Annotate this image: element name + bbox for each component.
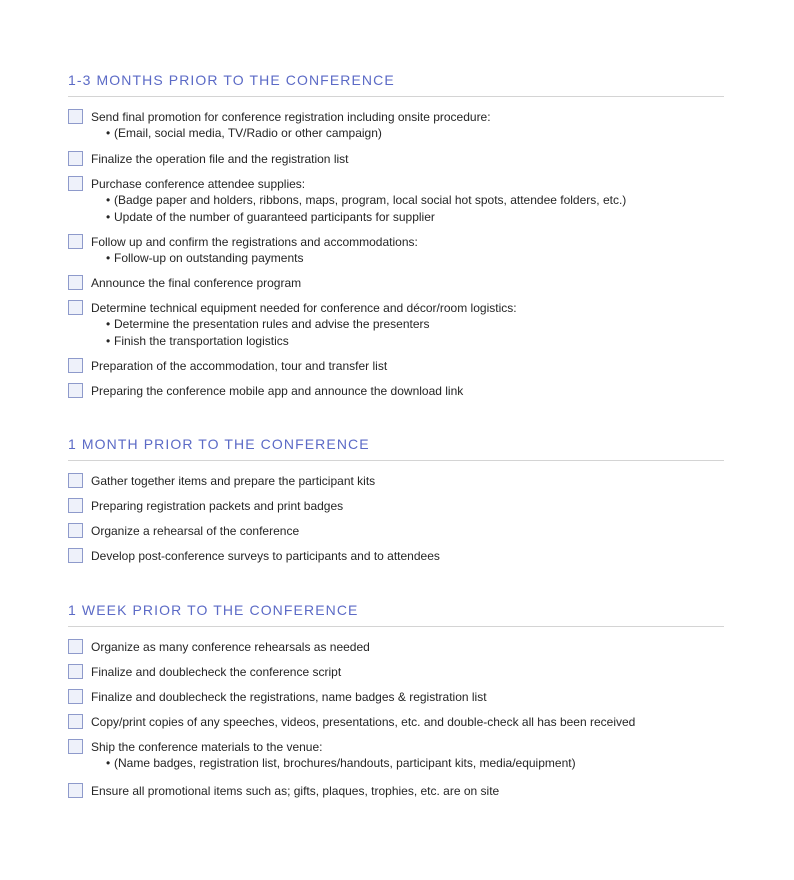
checkbox[interactable] [68,548,83,563]
item-label: Preparation of the accommodation, tour and transfer list [91,359,388,373]
checkbox[interactable] [68,234,83,249]
bullet-item: • Follow-up on outstanding payments [106,251,304,265]
checkbox[interactable] [68,639,83,654]
checkbox[interactable] [68,383,83,398]
bullet-item: • (Name badges, registration list, brochures/handouts, participant kits, media/equipment) [106,756,576,770]
item-label: Follow up and confirm the registrations and accommodations: [91,235,418,249]
bullet-glyph: • [106,209,111,224]
section-title: 1-3 MONTHS PRIOR TO THE CONFERENCE [68,72,724,97]
section-title: 1 WEEK PRIOR TO THE CONFERENCE [68,602,724,627]
checkbox[interactable] [68,739,83,754]
item-label: Develop post-conference surveys to participants and to attendees [91,549,440,563]
bullet-list [106,755,576,772]
item-label: Preparing the conference mobile app and announce the download link [91,384,464,398]
item-label: Organize a rehearsal of the conference [91,524,300,538]
checkbox[interactable] [68,783,83,798]
section-title: 1 MONTH PRIOR TO THE CONFERENCE [68,436,724,461]
checkbox[interactable] [68,473,83,488]
bullet-glyph: • [106,251,111,265]
bullet-item: • Update of the number of guaranteed participants for supplier [106,209,435,224]
item-label: Preparing registration packets and print badges [91,499,344,513]
bullet-glyph: • [106,333,111,348]
checkbox[interactable] [68,300,83,315]
checkbox[interactable] [68,689,83,704]
checkbox[interactable] [68,714,83,729]
bullet-item: • Determine the presentation rules and advise the presenters [106,317,430,331]
item-label: Purchase conference attendee supplies: [91,177,306,191]
item-label: Finalize and doublecheck the conference script [91,665,342,679]
item-label: Copy/print copies of any speeches, videos, presentations, etc. and double-check all has been received [91,715,636,729]
bullet-list [106,316,430,349]
item-label: Organize as many conference rehearsals as needed [91,640,370,654]
section-1-3-months [68,72,724,398]
item-label: Gather together items and prepare the participant kits [91,474,376,488]
checkbox[interactable] [68,523,83,538]
item-label: Announce the final conference program [91,276,302,290]
bullet-list [106,250,303,267]
checkbox[interactable] [68,664,83,679]
item-label: Finalize and doublecheck the registrations, name badges & registration list [91,690,487,704]
bullet-list [106,192,626,225]
item-label: Send final promotion for conference registration including onsite procedure: [91,110,491,124]
checkbox[interactable] [68,176,83,191]
bullet-item: • (Badge paper and holders, ribbons, maps, program, local social hot spots, attendee folders, etc.) [106,193,627,207]
checkbox[interactable] [68,275,83,290]
bullet-glyph: • [106,193,111,207]
bullet-glyph: • [106,126,111,140]
checkbox[interactable] [68,498,83,513]
bullet-item: • Finish the transportation logistics [106,333,289,348]
bullet-glyph: • [106,756,111,770]
bullet-glyph: • [106,317,111,331]
item-label: Ship the conference materials to the venue: [91,740,323,754]
item-label: Finalize the operation file and the registration list [91,152,349,166]
section-1-month [68,436,724,563]
checkbox[interactable] [68,109,83,124]
checkbox[interactable] [68,151,83,166]
item-label: Determine technical equipment needed for conference and décor/room logistics: [91,301,517,315]
checkbox[interactable] [68,358,83,373]
bullet-list [106,125,382,142]
bullet-item: • (Email, social media, TV/Radio or other campaign) [106,126,382,140]
item-label: Ensure all promotional items such as; gifts, plaques, trophies, etc. are on site [91,784,500,798]
section-1-week [68,602,724,798]
